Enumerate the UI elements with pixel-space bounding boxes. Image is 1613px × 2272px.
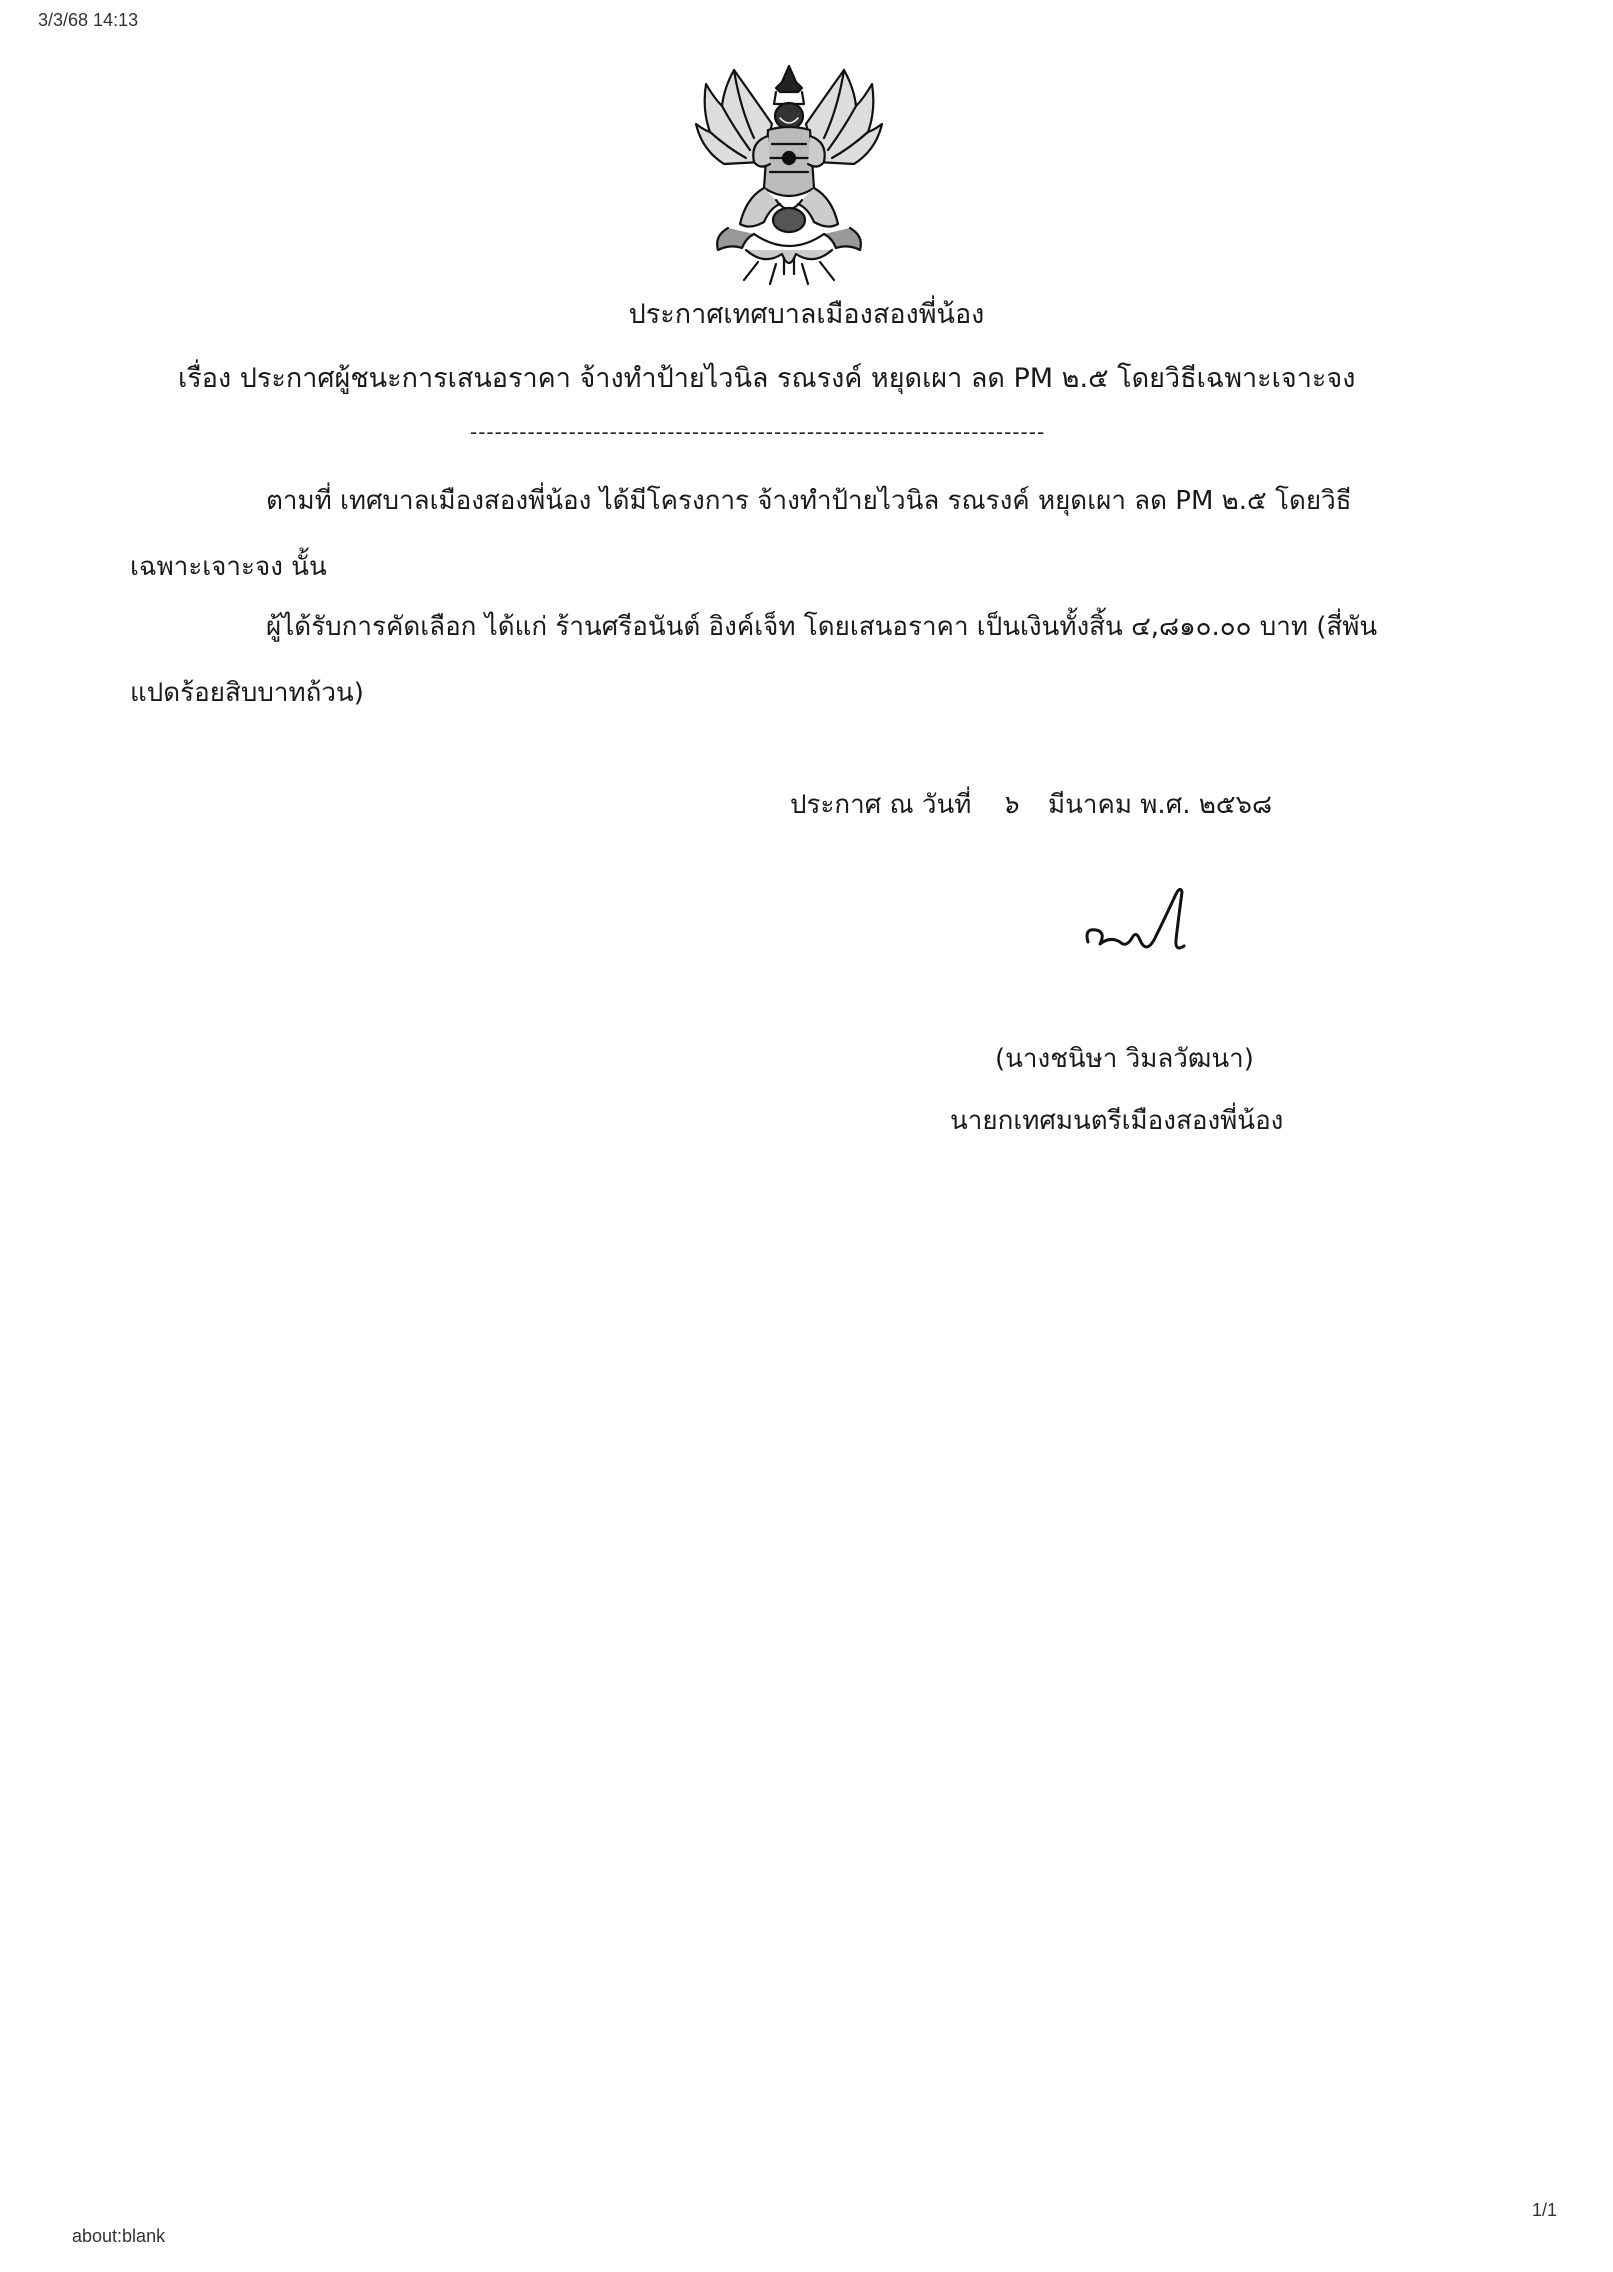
document-title: ประกาศเทศบาลเมืองสองพี่น้อง: [628, 299, 985, 330]
signer-name: (นางชนิษา วิมลวัฒนา): [995, 1044, 1254, 1074]
print-footer-url: about:blank: [72, 2226, 166, 2246]
paragraph-1-line-1: ตามที่ เทศบาลเมืองสองพี่น้อง ได้มีโครงการ จ้างทำป้ายไวนิล รณรงค์ หยุดเผา ลด PM ๒.๕ โดยวิธี: [266, 486, 1352, 516]
date-prefix: ประกาศ ณ วันที่: [790, 790, 972, 820]
document-subject: เรื่อง ประกาศผู้ชนะการเสนอราคา จ้างทำป้ายไวนิล รณรงค์ หยุดเผา ลด PM ๒.๕ โดยวิธีเฉพาะเจาะจง: [178, 363, 1356, 394]
print-header-datetime: 3/3/68 14:13: [38, 10, 139, 30]
signer-title: นายกเทศมนตรีเมืองสองพี่น้อง: [950, 1106, 1284, 1136]
handwritten-signature: [1080, 870, 1220, 970]
paragraph-2-line-2: แปดร้อยสิบบาทถ้วน): [130, 678, 364, 708]
garuda-emblem-icon: [684, 58, 894, 288]
paragraph-2-line-1: ผู้ได้รับการคัดเลือก ได้แก่ ร้านศรีอนันต์ อิงค์เจ็ท โดยเสนอราคา เป็นเงินทั้งสิ้น ๔,๘๑๐.๐๐ บาท (สี่พัน: [266, 612, 1378, 642]
print-page-count: 1/1: [1532, 2200, 1558, 2220]
date-suffix: มีนาคม พ.ศ. ๒๕๖๘: [1047, 790, 1273, 820]
paragraph-1-line-2: เฉพาะเจาะจง นั้น: [130, 552, 327, 582]
separator-line: ----------------------------------------------------------------------: [470, 420, 1046, 444]
announcement-date: [790, 784, 1272, 825]
date-day-handwritten: ๖: [1001, 790, 1018, 820]
